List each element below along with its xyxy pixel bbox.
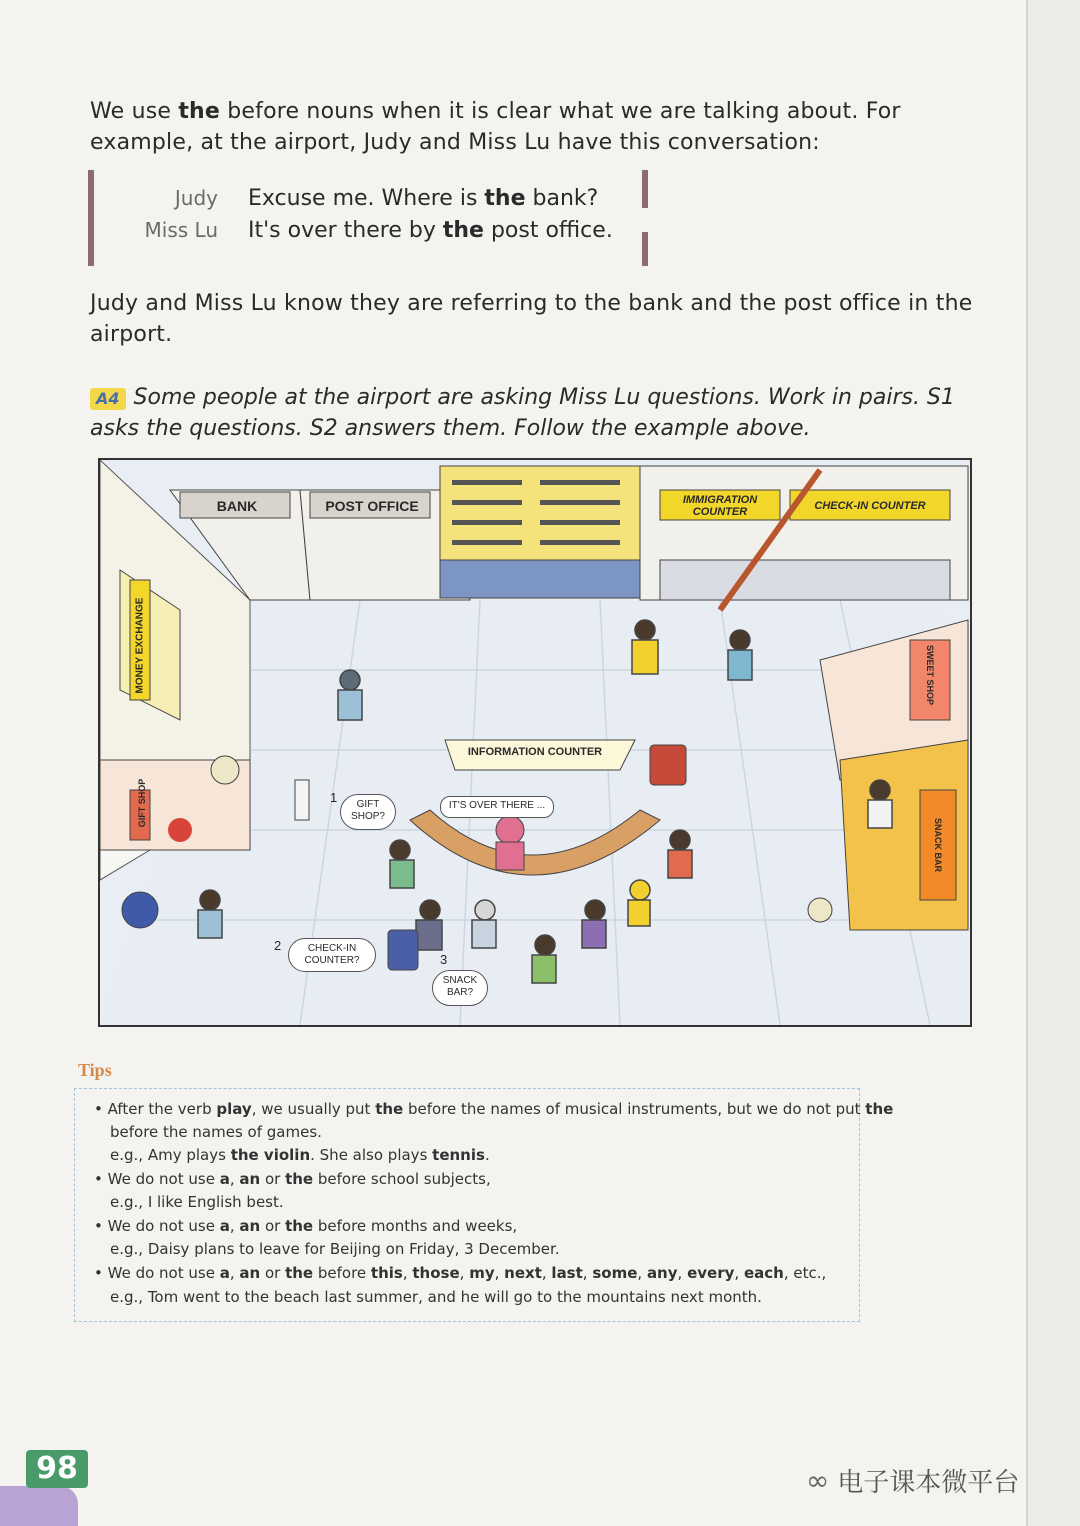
tip-3-line-1: • We do not use a, an or the before months and weeks, bbox=[94, 1217, 518, 1235]
dialog-text-2: It's over there by the post office. bbox=[248, 218, 613, 243]
airport-illustration bbox=[98, 458, 972, 1027]
sign-gift-shop: GIFT SHOP bbox=[137, 778, 147, 828]
page-number: 98 bbox=[26, 1450, 88, 1488]
intro-bold-the: the bbox=[178, 99, 221, 124]
dialog-right-bar-top bbox=[642, 170, 648, 208]
sign-bank: BANK bbox=[216, 498, 258, 514]
sign-info-counter: INFORMATION COUNTER bbox=[467, 746, 603, 758]
dialog-text-1: Excuse me. Where is the bank? bbox=[248, 186, 599, 211]
sign-checkin: CHECK-IN COUNTER bbox=[814, 500, 926, 512]
wechat-icon: ∞ bbox=[806, 1464, 830, 1497]
tip-2-line-1: • We do not use a, an or the before school subjects, bbox=[94, 1170, 491, 1188]
page-gutter bbox=[1028, 0, 1080, 1526]
tip-4-line-1: • We do not use a, an or the before this, those, my, next, last, some, any, every, each, etc., bbox=[94, 1264, 827, 1282]
a4-badge: A4 bbox=[90, 388, 126, 410]
tip-1-example: e.g., Amy plays the violin. She also plays tennis. bbox=[110, 1146, 490, 1164]
sign-post-office: POST OFFICE bbox=[325, 498, 419, 514]
sign-snack-bar: SNACK BAR bbox=[933, 818, 943, 872]
exercise-a4 bbox=[90, 382, 980, 444]
dialog-box bbox=[88, 170, 658, 266]
tip-1-line-2: before the names of games. bbox=[110, 1123, 322, 1141]
bubble-snack-bar: SNACK BAR? bbox=[432, 970, 488, 1006]
page-corner-tab bbox=[0, 1486, 78, 1526]
watermark-text: 电子课本微平台 bbox=[837, 1468, 1020, 1498]
a4-instructions: Some people at the airport are asking Miss Lu questions. Work in pairs. S1 asks the questions. S2 answers them. Follow the example above. bbox=[90, 385, 955, 441]
tip-3-example: e.g., Daisy plans to leave for Beijing on Friday, 3 December. bbox=[110, 1240, 560, 1258]
airport-scene-svg bbox=[100, 460, 970, 1025]
watermark bbox=[806, 1462, 1019, 1499]
tips-title: Tips bbox=[78, 1060, 112, 1080]
intro-text-rest: before nouns when it is clear what we are talking about. For example, at the airport, Judy and Miss Lu have this conversation: bbox=[90, 99, 901, 155]
intro-text: We use bbox=[90, 99, 179, 124]
bubble-number-3: 3 bbox=[440, 952, 448, 967]
speaker-judy: Judy bbox=[174, 186, 218, 210]
tip-2-example: e.g., I like English best. bbox=[110, 1193, 284, 1211]
sign-sweet-shop: SWEET SHOP bbox=[925, 645, 935, 706]
explanation-paragraph: Judy and Miss Lu know they are referring to the bank and the post office in the airport. bbox=[90, 291, 973, 347]
page-fold-line bbox=[1026, 0, 1028, 1526]
bubble-answer: IT'S OVER THERE ... bbox=[440, 796, 554, 818]
bubble-number-1: 1 bbox=[330, 790, 338, 805]
bubble-checkin: CHECK-IN COUNTER? bbox=[288, 938, 376, 972]
tip-4-example: e.g., Tom went to the beach last summer, and he will go to the mountains next month. bbox=[110, 1288, 762, 1306]
bubble-number-2: 2 bbox=[274, 938, 282, 953]
sign-money-exchange: MONEY EXCHANGE bbox=[134, 597, 146, 694]
dialog-right-bar-bottom bbox=[642, 232, 648, 266]
intro-paragraph bbox=[90, 96, 980, 158]
bubble-gift-shop: GIFT SHOP? bbox=[340, 794, 396, 830]
sign-immigration: IMMIGRATION COUNTER bbox=[682, 494, 758, 518]
tip-1-line-1: • After the verb play, we usually put the before the names of musical instruments, but we do not put the bbox=[94, 1100, 894, 1118]
speaker-miss-lu: Miss Lu bbox=[144, 218, 218, 242]
